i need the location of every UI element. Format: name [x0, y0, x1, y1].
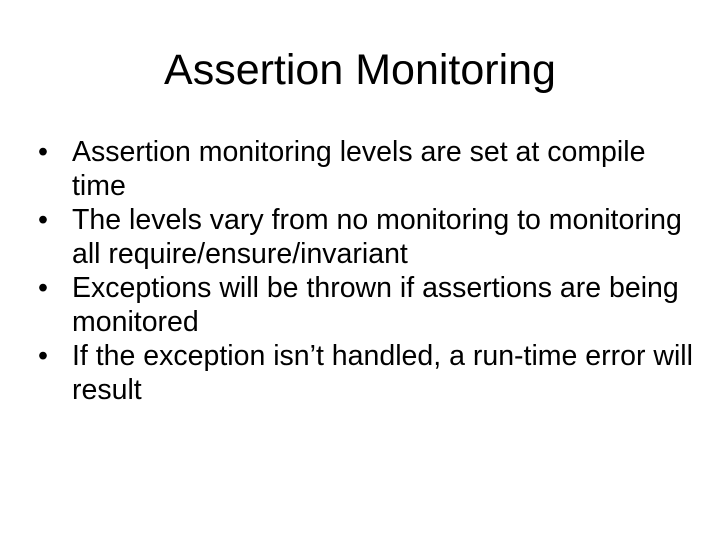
bullet-item	[36, 339, 696, 407]
bullet-item	[36, 271, 696, 339]
bullet-text: If the exception isn’t handled, a run-time error will result	[72, 340, 693, 406]
bullet-icon: •	[38, 340, 48, 372]
bullet-item	[36, 203, 696, 271]
bullet-text: Assertion monitoring levels are set at compile time	[72, 136, 646, 202]
bullet-icon: •	[38, 272, 48, 304]
bullet-text: The levels vary from no monitoring to monitoring all require/ensure/invariant	[72, 204, 682, 270]
slide-title: Assertion Monitoring	[164, 46, 556, 94]
bullet-icon: •	[38, 136, 48, 168]
bullet-item	[36, 135, 696, 203]
bullet-list	[36, 135, 696, 407]
bullet-text: Exceptions will be thrown if assertions are being monitored	[72, 272, 679, 338]
bullet-icon: •	[38, 204, 48, 236]
